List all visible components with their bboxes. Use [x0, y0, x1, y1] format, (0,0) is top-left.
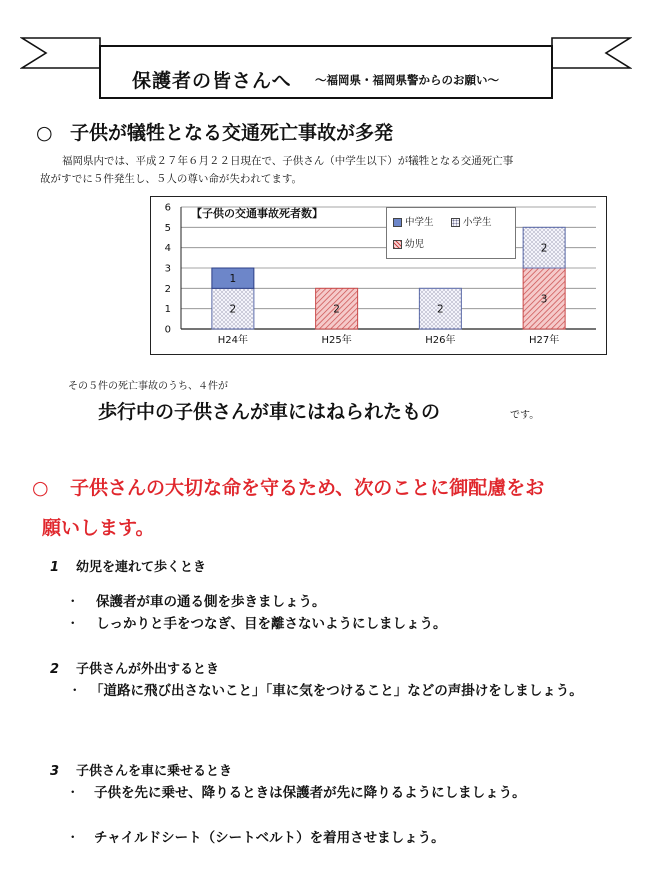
banner-title: 保護者の皆さんへ [132, 70, 292, 92]
legend-label: 小学生 [463, 217, 492, 228]
bar-data-label: 2 [437, 303, 444, 316]
legend-item-elementary [451, 214, 492, 228]
y-tick-label: 5 [164, 222, 171, 234]
title-banner [20, 22, 632, 108]
emphasis-tail: です。 [510, 410, 540, 421]
bullet-dot-icon: ・ [66, 594, 80, 610]
legend-item-infant [393, 236, 424, 250]
item-1-bullet-1 [66, 590, 606, 610]
ribbon-graphic [20, 22, 632, 108]
y-tick-label: 4 [164, 243, 171, 255]
bullet-text: しっかりと手をつなぎ、目を離さないようにしましょう。 [96, 616, 447, 632]
x-tick-label: H26年 [425, 335, 456, 346]
bullet-dot-icon: ・ [66, 616, 80, 632]
bullet-text: 子供を先に乗せ、降りるときは保護者が先に降りるようにしましょう。 [94, 785, 526, 801]
item-heading-text: 子供さんを車に乗せるとき [76, 764, 233, 779]
bar-data-label: 1 [229, 273, 237, 286]
item-number: 1 [50, 560, 60, 575]
request-line-2: 願いします。 [42, 517, 155, 539]
banner-subtitle: ～福岡県・福岡県警からのお願い～ [315, 73, 499, 87]
legend-swatch-icon [451, 218, 460, 227]
section1-heading-text: 子供が犠牲となる交通死亡事故が多発 [70, 122, 394, 144]
circle-bullet-icon: ○ [36, 122, 53, 144]
section1-paragraph [40, 152, 618, 188]
bullet-dot-icon: ・ [66, 830, 80, 846]
y-tick-label: 1 [164, 304, 171, 316]
item-3-heading [50, 760, 232, 779]
bar-data-label: 2 [229, 303, 237, 316]
x-tick-label: H27年 [529, 335, 560, 346]
paragraph-line-1: 福岡県内では、平成２７年６月２２日現在で、子供さん（中学生以下）が犠牲となる交通死亡事 [62, 155, 514, 167]
section1-heading [36, 118, 393, 145]
legend-swatch-icon [393, 218, 402, 227]
bullet-text: チャイルドシート（シートベルト）を着用させましょう。 [94, 830, 445, 846]
x-tick-label: H25年 [321, 335, 352, 346]
legend-label: 幼児 [405, 239, 425, 250]
note-text: その５件の死亡事故のうち、４件が [68, 381, 228, 392]
x-tick-label: H24年 [217, 335, 248, 346]
bullet-text: 「道路に飛び出さないこと」「車に気をつけること」などの声掛けをしましょう。 [90, 683, 583, 699]
item-1-heading [50, 556, 206, 575]
item-3-bullet-1 [66, 782, 616, 804]
item-number: 3 [50, 764, 60, 779]
bullet-text: 保護者が車の通る側を歩きましょう。 [96, 594, 326, 610]
request-line-1: 子供さんの大切な命を守るため、次のことに御配慮をお [70, 477, 545, 499]
item-heading-text: 幼児を連れて歩くとき [76, 560, 207, 575]
item-heading-text: 子供さんが外出するとき [76, 662, 220, 677]
paragraph-line-2: 故がすでに５件発生し、５人の尊い命が失われてます。 [40, 173, 302, 185]
legend-label: 中学生 [405, 217, 434, 228]
bar-data-label: 2 [333, 303, 340, 316]
y-tick-label: 0 [164, 324, 171, 336]
y-tick-label: 6 [164, 202, 171, 214]
bullet-dot-icon: ・ [66, 785, 80, 801]
circle-bullet-icon: ○ [32, 477, 49, 499]
fatality-chart [150, 196, 607, 355]
item-2-bullet-1 [68, 680, 616, 702]
bar-data-label: 3 [540, 293, 548, 306]
bullet-dot-icon: ・ [68, 683, 82, 699]
emphasis-text: 歩行中の子供さんが車にはねられたもの [98, 401, 441, 423]
item-3-bullet-2 [66, 826, 616, 846]
request-heading [32, 468, 622, 548]
y-tick-label: 2 [164, 283, 171, 295]
legend-item-junior-high [393, 214, 434, 228]
legend-swatch-icon [393, 240, 402, 249]
item-1-bullet-2 [66, 612, 606, 632]
chart-legend [386, 207, 516, 259]
item-2-heading [50, 658, 219, 677]
item-number: 2 [50, 662, 60, 677]
y-tick-label: 3 [164, 263, 171, 275]
bar-data-label: 2 [540, 242, 548, 255]
chart-title: 【子供の交通事故死者数】 [191, 207, 323, 220]
